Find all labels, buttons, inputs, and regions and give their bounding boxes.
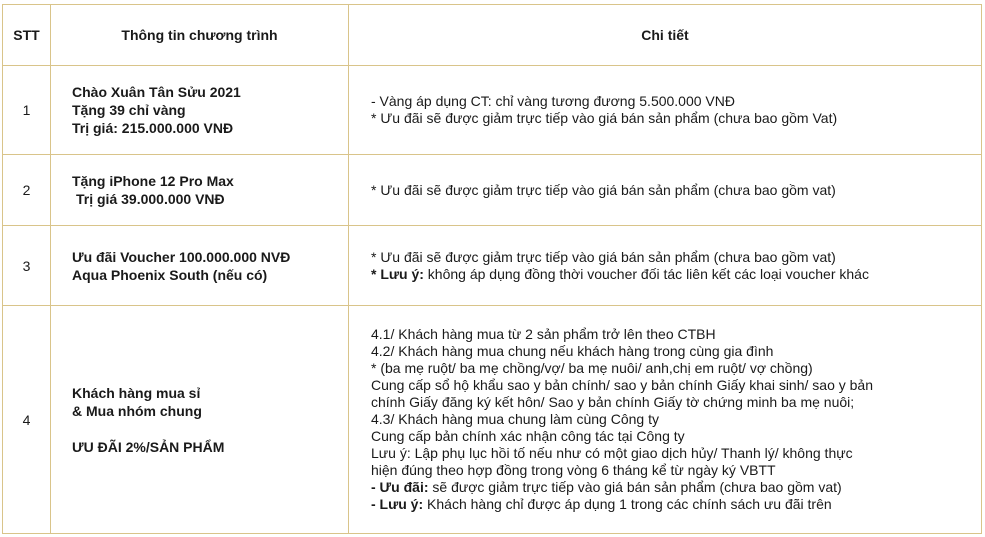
program-line: Tặng iPhone 12 Pro Max: [72, 173, 234, 189]
row-program: [51, 155, 349, 226]
bold-text: sẽ được giảm trực tiếp vào giá bán sản phẩm (chưa bao gồm vat): [428, 479, 842, 495]
row-program: [51, 226, 349, 306]
bold-line: [371, 496, 980, 513]
row-detail: [349, 66, 982, 155]
bold-prefix: - Ưu đãi:: [371, 479, 429, 495]
program-line: Ưu đãi Voucher 100.000.000 NVĐ: [72, 248, 291, 265]
program-line: & Mua nhóm chung: [72, 402, 202, 419]
program-line: Trị giá: 215.000.000 VNĐ: [72, 120, 234, 136]
program-line: Aqua Phoenix South (nếu có): [72, 266, 268, 283]
header-stt: STT: [3, 5, 51, 66]
table-row: [3, 66, 982, 155]
header-row: [3, 5, 982, 66]
detail-line: Cung cấp sổ hộ khẩu sao y bản chính/ sao y bản chính Giấy khai sinh/ sao y bản: [371, 377, 873, 393]
header-program: Thông tin chương trình: [51, 5, 349, 66]
program-line: Trị giá 39.000.000 VNĐ: [76, 191, 225, 207]
row-detail: [349, 155, 982, 226]
detail-line: * Ưu đãi sẽ được giảm trực tiếp vào giá bán sản phẩm (chưa bao gồm vat): [371, 248, 836, 265]
table-row: [3, 306, 982, 534]
bold-text: Khách hàng chỉ được áp dụng 1 trong các chính sách ưu đãi trên: [423, 496, 832, 512]
promotion-table: [2, 4, 982, 534]
program-line: Khách hàng mua sỉ: [72, 384, 201, 401]
row-detail: [349, 226, 982, 306]
row-stt: 1: [3, 66, 51, 155]
detail-line: * Ưu đãi sẽ được giảm trực tiếp vào giá bán sản phẩm (chưa bao gồm vat): [371, 181, 836, 198]
row-stt: 4: [3, 306, 51, 534]
program-line: Tặng 39 chỉ vàng: [72, 102, 186, 118]
note-text: không áp dụng đồng thời voucher đối tác liên kết các loại voucher khác: [423, 265, 869, 282]
row-stt: 3: [3, 226, 51, 306]
detail-line: Lưu ý: Lập phụ lục hồi tố nếu như có một giao dịch hủy/ Thanh lý/ không thực: [371, 445, 853, 461]
detail-line: - Vàng áp dụng CT: chỉ vàng tương đương 5.500.000 VNĐ: [371, 93, 735, 109]
detail-line: * Ưu đãi sẽ được giảm trực tiếp vào giá bán sản phẩm (chưa bao gồm Vat): [371, 110, 838, 126]
note-line: [371, 266, 980, 283]
program-highlight: ƯU ĐÃI 2%/SẢN PHẨM: [72, 438, 225, 455]
bold-prefix: - Lưu ý:: [371, 496, 424, 512]
header-detail: Chi tiết: [349, 5, 982, 66]
detail-line: hiện đúng theo hợp đồng trong vòng 6 tháng kể từ ngày ký VBTT: [371, 462, 776, 478]
program-line: Chào Xuân Tân Sửu 2021: [72, 84, 241, 100]
row-stt: 2: [3, 155, 51, 226]
detail-line: * (ba mẹ ruột/ ba mẹ chồng/vợ/ ba mẹ nuôi/ anh,chị em ruột/ vợ chồng): [371, 360, 813, 376]
detail-line: chính Giấy đăng ký kết hôn/ Sao y bản chính Giấy tờ chứng minh ba mẹ nuôi;: [371, 394, 855, 410]
row-program: [51, 306, 349, 534]
detail-line: 4.1/ Khách hàng mua từ 2 sản phẩm trở lên theo CTBH: [371, 326, 716, 342]
table-row: [3, 155, 982, 226]
detail-line: 4.3/ Khách hàng mua chung làm cùng Công ty: [371, 411, 659, 427]
row-program: [51, 66, 349, 155]
detail-line: 4.2/ Khách hàng mua chung nếu khách hàng trong cùng gia đình: [371, 343, 774, 359]
row-detail: [349, 306, 982, 534]
note-prefix: * Lưu ý:: [371, 265, 424, 282]
detail-line: Cung cấp bản chính xác nhận công tác tại Công ty: [371, 428, 685, 444]
table-row: [3, 226, 982, 306]
bold-line: [371, 479, 980, 496]
